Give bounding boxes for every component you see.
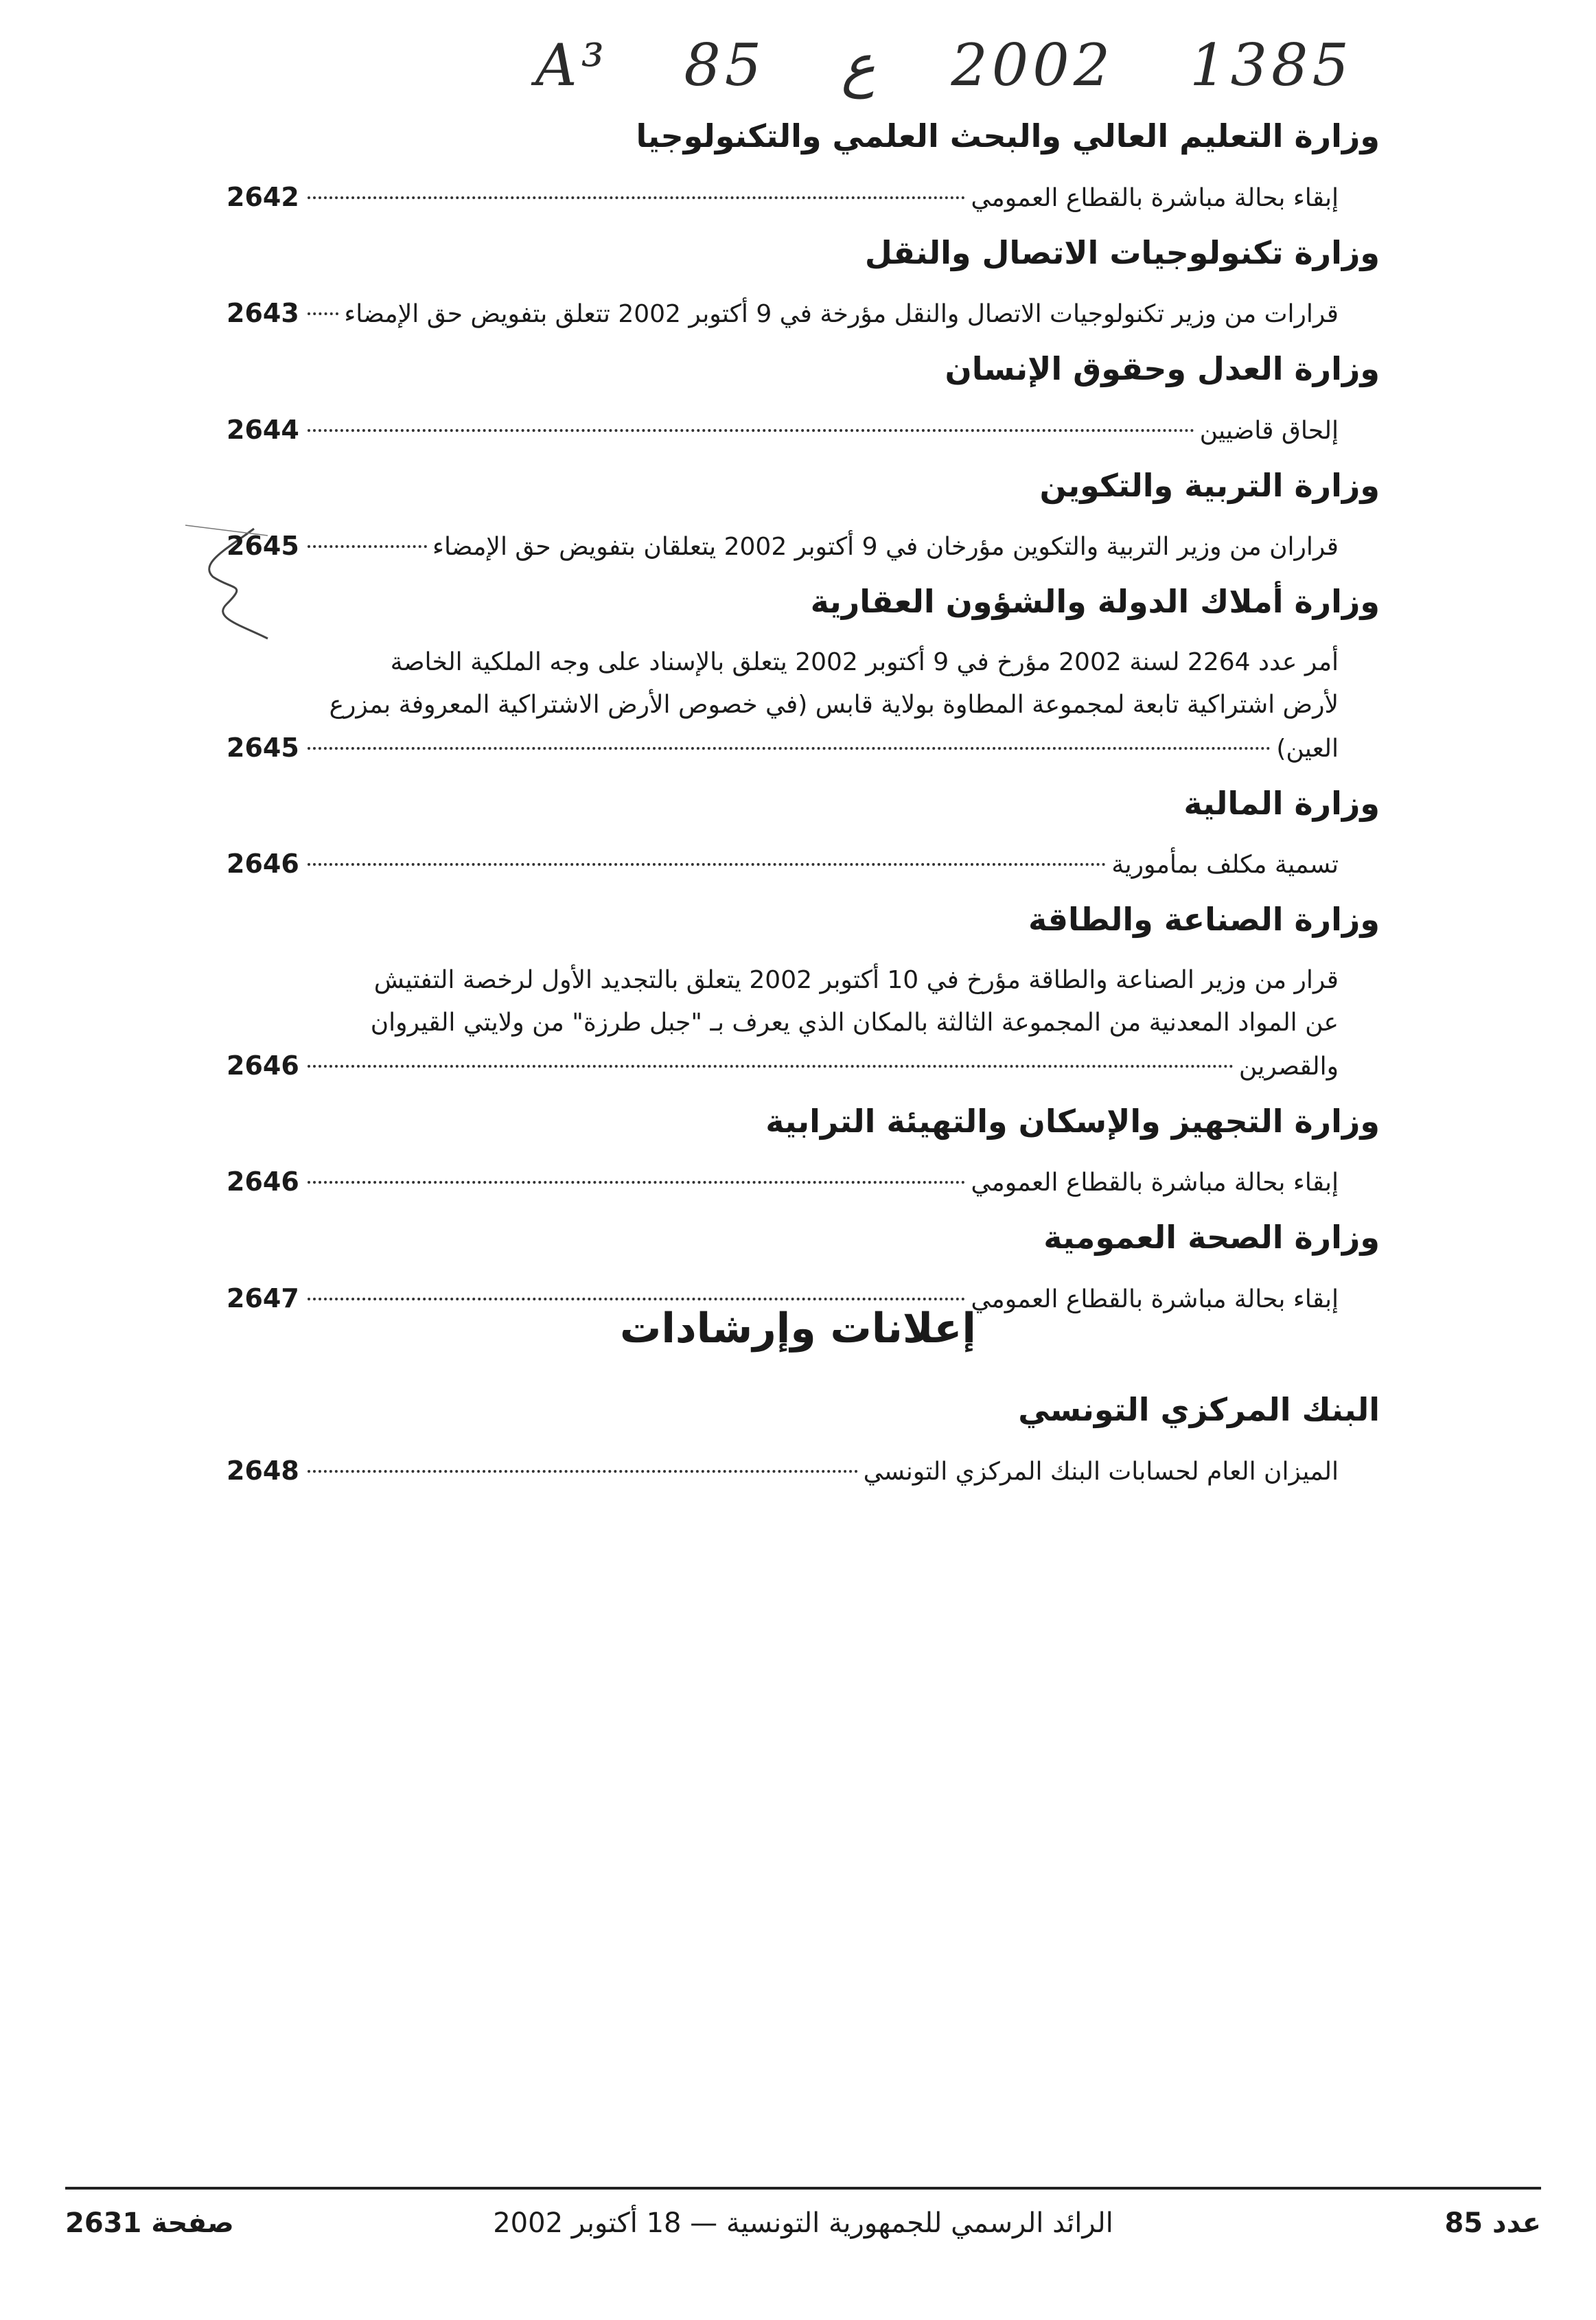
entry-text-line: قرار من وزير الصناعة والطاقة مؤرخ في 10 أكتوبر 2002 يتعلق بالتجديد الأول لرخصة التفتيش — [373, 965, 1339, 994]
page-number: 2646 — [227, 1050, 299, 1081]
toc-section — [227, 582, 1380, 770]
entry-text: تسمية مكلف بمأمورية — [1111, 851, 1339, 879]
entry-text-line: العين) — [1276, 734, 1339, 763]
handwritten-token: 1385 — [1190, 32, 1353, 99]
footer-divider — [65, 2187, 1541, 2190]
page-number: 2646 — [227, 1167, 299, 1197]
page-label: صفحة 2631 — [65, 2207, 234, 2239]
page-number: 2645 — [227, 732, 299, 763]
leader-dots — [308, 1065, 1234, 1068]
leader-dots — [308, 545, 427, 548]
entry-text: إبقاء بحالة مباشرة بالقطاع العمومي — [971, 183, 1339, 212]
handwritten-token: 85 — [684, 32, 766, 99]
handwritten-token: ع — [841, 32, 876, 99]
announcements-heading: إعلانات وإرشادات — [620, 1305, 976, 1353]
announcements-list — [227, 1390, 1380, 1507]
toc-section — [227, 1102, 1380, 1205]
announcement-section — [227, 1390, 1380, 1493]
gazette-title-date: الرائد الرسمي للجمهورية التونسية — 18 أكتوبر 2002 — [493, 2207, 1113, 2239]
toc-entry[interactable] — [227, 641, 1339, 770]
page-number: 2645 — [227, 531, 299, 561]
toc-entry[interactable] — [227, 1160, 1339, 1204]
leader-dots — [308, 429, 1194, 432]
leader-dots — [308, 1470, 858, 1473]
section-title: وزارة الصحة العمومية — [1043, 1219, 1380, 1256]
entry-text-line: أمر عدد 2264 لسنة 2002 مؤرخ في 9 أكتوبر 2002 يتعلق بالإسناد على وجه الملكية الخاصة — [390, 647, 1339, 676]
entry-text: إلحاق قاضيين — [1199, 416, 1339, 445]
footer — [65, 2207, 1541, 2255]
toc-section — [227, 233, 1380, 336]
section-title: وزارة التعليم العالي والبحث العلمي والتكنولوجيا — [636, 117, 1380, 154]
section-title: وزارة الصناعة والطاقة — [1028, 901, 1380, 938]
toc-section — [227, 784, 1380, 887]
entry-text-line: لأرض اشتراكية تابعة لمجموعة المطاوة بولاية قابس (في خصوص الأرض الاشتراكية المعروفة بمزرع — [329, 690, 1339, 719]
entry-text: إبقاء بحالة مباشرة بالقطاع العمومي — [971, 1285, 1339, 1313]
toc-entry[interactable] — [227, 525, 1339, 568]
page-number: 2646 — [227, 849, 299, 879]
entry-text: قراران من وزير التربية والتكوين مؤرخان في 9 أكتوبر 2002 يتعلقان بتفويض حق الإمضاء — [432, 533, 1339, 561]
leader-dots — [308, 196, 965, 199]
section-title: وزارة التربية والتكوين — [1039, 466, 1380, 504]
section-title: وزارة أملاك الدولة والشؤون العقارية — [810, 583, 1380, 620]
entry-text-line: عن المواد المعدنية من المجموعة الثالثة بالمكان الذي يعرف بـ "جبل طرزة" من ولايتي القيروان — [370, 1008, 1339, 1037]
toc-section — [227, 349, 1380, 452]
page-number: 2647 — [227, 1283, 299, 1313]
toc-entry[interactable] — [227, 959, 1339, 1088]
leader-dots — [308, 863, 1106, 866]
issue-number: عدد 85 — [1444, 2207, 1541, 2239]
page-number: 2642 — [227, 181, 299, 212]
entry-text-line: والقصرين — [1238, 1052, 1339, 1081]
section-title: وزارة العدل وحقوق الإنسان — [945, 350, 1380, 387]
toc-section — [227, 466, 1380, 569]
handwritten-annotation — [535, 27, 1359, 103]
toc-section — [227, 117, 1380, 220]
toc-section — [227, 900, 1380, 1088]
toc-entry[interactable] — [227, 409, 1339, 452]
toc-entry[interactable] — [227, 1449, 1339, 1493]
leader-dots — [308, 747, 1271, 750]
leader-dots — [308, 312, 338, 315]
entry-text: الميزان العام لحسابات البنك المركزي التونسي — [863, 1457, 1339, 1486]
page-number: 2644 — [227, 414, 299, 445]
handwritten-token: A³ — [535, 32, 609, 99]
leader-dots — [308, 1181, 965, 1184]
entry-text: قرارات من وزير تكنولوجيات الاتصال والنقل مؤرخة في 9 أكتوبر 2002 تتعلق بتفويض حق الإمضاء — [344, 300, 1339, 328]
handwritten-token: 2002 — [951, 32, 1115, 99]
leader-dots — [308, 1298, 965, 1300]
entry-text: إبقاء بحالة مباشرة بالقطاع العمومي — [971, 1169, 1339, 1197]
page-number: 2648 — [227, 1455, 299, 1486]
toc-entry[interactable] — [227, 292, 1339, 336]
section-title: وزارة تكنولوجيات الاتصال والنقل — [864, 233, 1380, 271]
section-title: وزارة التجهيز والإسكان والتهيئة الترابية — [765, 1102, 1380, 1140]
section-title: البنك المركزي التونسي — [1018, 1391, 1380, 1428]
table-of-contents — [227, 117, 1380, 1335]
toc-entry[interactable] — [227, 176, 1339, 220]
page-number: 2643 — [227, 298, 299, 328]
section-title: وزارة المالية — [1183, 784, 1380, 822]
toc-entry[interactable] — [227, 842, 1339, 886]
